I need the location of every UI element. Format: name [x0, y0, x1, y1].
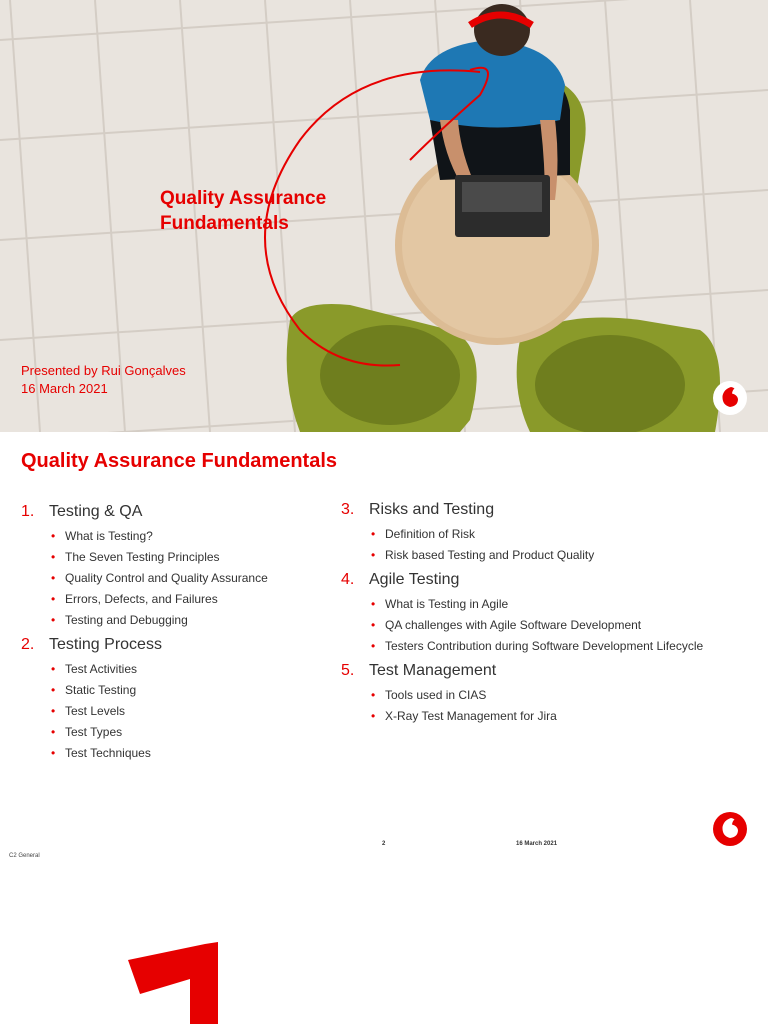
list-item [371, 688, 703, 703]
title-line-2: Fundamentals [160, 213, 289, 234]
list-item-text: Quality Control and Quality Assurance [65, 571, 268, 585]
list-item-text: The Seven Testing Principles [65, 550, 220, 564]
bullet: • [51, 746, 56, 760]
list-item-text: What is Testing? [65, 529, 153, 543]
agenda-section [341, 569, 703, 654]
bullet: • [371, 527, 376, 541]
footer-date: 16 March 2021 [516, 841, 558, 847]
section-number: 5. [341, 662, 355, 679]
page-number: 2 [382, 841, 386, 847]
list-item-text: QA challenges with Agile Software Development [385, 618, 642, 632]
section-items [341, 527, 703, 563]
list-item-text: X-Ray Test Management for Jira [385, 709, 557, 723]
agenda-slide [0, 432, 768, 864]
section-number: 1. [21, 503, 35, 520]
section-title: Agile Testing [369, 571, 460, 588]
list-item-text: Test Levels [65, 704, 126, 718]
section-number: 3. [341, 501, 355, 518]
presenter-name: Presented by Rui Gonçalves [21, 363, 186, 378]
section-items [341, 688, 703, 724]
list-item-text: Testing and Debugging [65, 613, 188, 627]
next-slide-fragment [0, 864, 768, 1024]
list-item-text: Tools used in CIAS [385, 688, 487, 702]
list-item [51, 571, 268, 586]
list-item-text: What is Testing in Agile [385, 597, 509, 611]
agenda-section [21, 501, 268, 628]
section-title: Testing Process [49, 636, 162, 653]
title-line-1: Quality Assurance [160, 188, 327, 209]
agenda-column-right [341, 499, 703, 730]
list-item [371, 639, 703, 654]
bullet: • [51, 529, 56, 543]
bullet: • [51, 683, 56, 697]
bullet: • [51, 550, 56, 564]
section-items [341, 597, 703, 654]
list-item [51, 592, 268, 607]
list-item [51, 662, 268, 677]
list-item-text: Test Techniques [65, 746, 151, 760]
section-heading [21, 634, 268, 656]
list-item-text: Definition of Risk [385, 527, 476, 541]
classification-label: C2 General [9, 853, 40, 859]
title-slide [0, 0, 768, 432]
bullet: • [51, 704, 56, 718]
list-item [51, 704, 268, 719]
bullet: • [371, 709, 376, 723]
list-item [51, 529, 268, 544]
section-title: Test Management [369, 662, 497, 679]
section-title: Testing & QA [49, 503, 143, 520]
list-item [371, 527, 703, 542]
bullet: • [51, 662, 56, 676]
agenda-column-left [21, 501, 268, 767]
section-items [21, 662, 268, 761]
list-item [51, 613, 268, 628]
bullet: • [371, 618, 376, 632]
list-item-text: Test Types [65, 725, 123, 739]
vodafone-logo-icon [713, 812, 747, 846]
list-item [371, 709, 703, 724]
bullet: • [51, 613, 56, 627]
list-item-text: Test Activities [65, 662, 138, 676]
list-item-text: Testers Contribution during Software Development Lifecycle [385, 639, 704, 653]
list-item [371, 618, 703, 633]
bullet: • [371, 639, 376, 653]
presentation-title [160, 186, 326, 236]
bullet: • [371, 548, 376, 562]
presenter-info [21, 362, 186, 398]
section-number: 2. [21, 636, 35, 653]
agenda-section [341, 660, 703, 724]
presentation-date: 16 March 2021 [21, 381, 108, 396]
agenda-section [341, 499, 703, 563]
list-item-text: Static Testing [65, 683, 137, 697]
list-item [371, 597, 703, 612]
list-item [371, 548, 703, 563]
section-items [21, 529, 268, 628]
list-item [51, 746, 268, 761]
section-heading [341, 499, 703, 521]
list-item-text: Risk based Testing and Product Quality [385, 548, 595, 562]
list-item [51, 683, 268, 698]
list-item [51, 550, 268, 565]
section-number: 4. [341, 571, 355, 588]
section-title: Risks and Testing [369, 501, 495, 518]
list-item [51, 725, 268, 740]
section-heading [341, 569, 703, 591]
bullet: • [51, 725, 56, 739]
agenda-section [21, 634, 268, 761]
bullet: • [51, 571, 56, 585]
bullet: • [371, 688, 376, 702]
red-speechmark-shape [0, 864, 768, 1024]
agenda-title: Quality Assurance Fundamentals [21, 450, 338, 472]
bullet: • [371, 597, 376, 611]
section-heading [21, 501, 268, 523]
vodafone-logo-icon [713, 381, 747, 415]
list-item-text: Errors, Defects, and Failures [65, 592, 218, 606]
bullet: • [51, 592, 56, 606]
section-heading [341, 660, 703, 682]
